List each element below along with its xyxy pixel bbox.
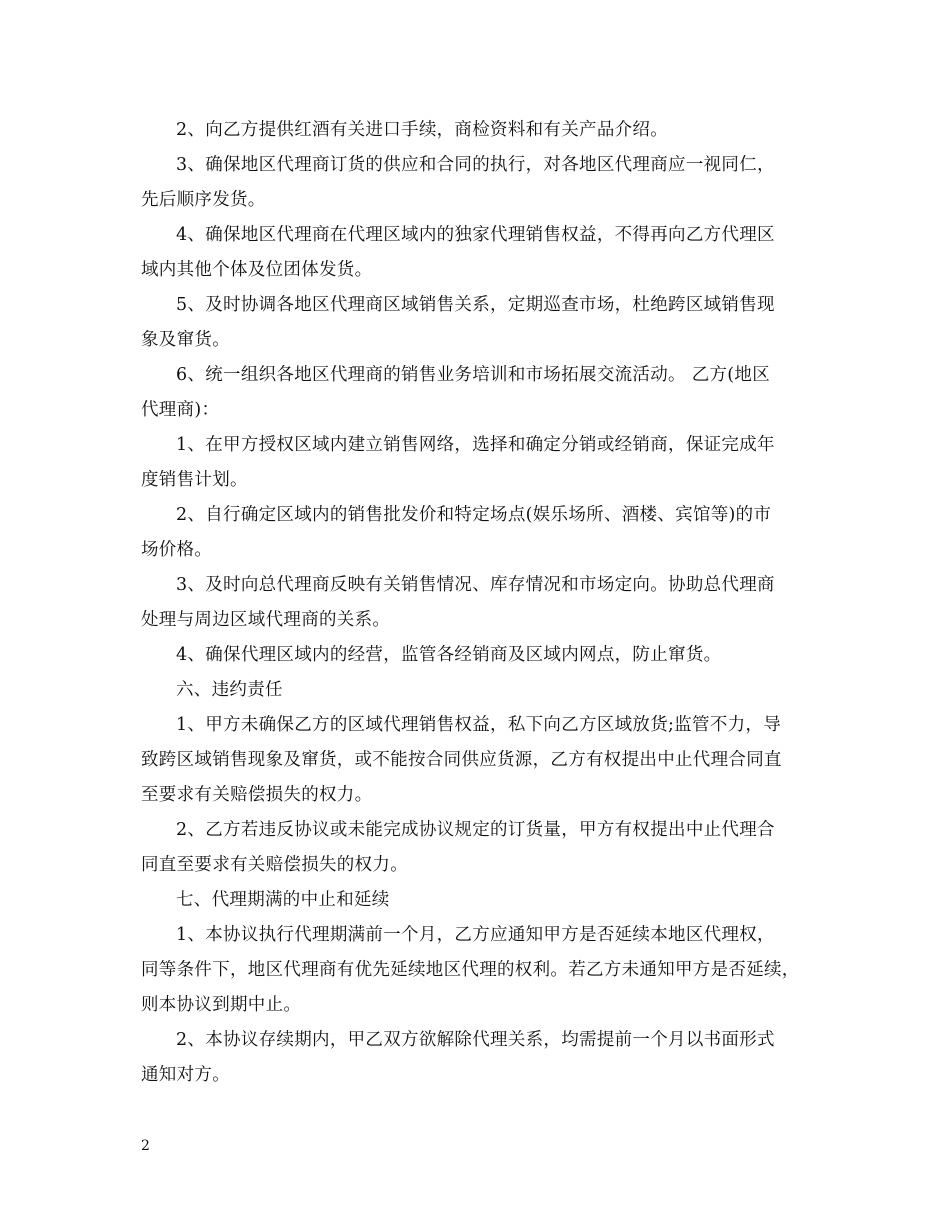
text-line: 代理商)： bbox=[141, 400, 220, 420]
text-line: 象及窜货。 bbox=[141, 330, 230, 350]
text-line: 2、向乙方提供红酒有关进口手续，商检资料和有关产品介绍。 bbox=[176, 120, 669, 140]
text-line: 通知对方。 bbox=[141, 1065, 230, 1085]
text-line: 同等条件下，地区代理商有优先延续地区代理的权利。若乙方未通知甲方是否延续， bbox=[141, 960, 800, 980]
text-line: 同直至要求有关赔偿损失的权力。 bbox=[141, 855, 408, 875]
text-line: 度销售计划。 bbox=[141, 470, 248, 490]
text-line: 2、自行确定区域内的销售批发价和特定场点(娱乐场所、酒楼、宾馆等)的市 bbox=[176, 505, 772, 525]
text-line: 5、及时协调各地区代理商区域销售关系，定期巡查市场，杜绝跨区域销售现 bbox=[176, 295, 775, 315]
text-line: 则本协议到期中止。 bbox=[141, 995, 302, 1015]
text-line: 致跨区域销售现象及窜货，或不能按合同供应货源，乙方有权提出中止代理合同直 bbox=[141, 750, 782, 770]
text-line: 4、确保地区代理商在代理区域内的独家代理销售权益，不得再向乙方代理区 bbox=[176, 225, 775, 245]
text-line: 先后顺序发货。 bbox=[141, 190, 266, 210]
text-line: 场价格。 bbox=[141, 540, 213, 560]
text-line: 2、本协议存续期内，甲乙双方欲解除代理关系，均需提前一个月以书面形式 bbox=[176, 1030, 775, 1050]
section-heading: 六、违约责任 bbox=[176, 680, 283, 700]
section-heading: 七、代理期满的中止和延续 bbox=[176, 890, 390, 910]
page-number: 2 bbox=[141, 1138, 150, 1154]
text-line: 1、本协议执行代理期满前一个月，乙方应通知甲方是否延续本地区代理权， bbox=[176, 925, 775, 945]
text-line: 4、确保代理区域内的经营，监管各经销商及区域内网点，防止窜货。 bbox=[176, 645, 722, 665]
text-line: 3、确保地区代理商订货的供应和合同的执行，对各地区代理商应一视同仁， bbox=[176, 155, 775, 175]
text-line: 处理与周边区域代理商的关系。 bbox=[141, 610, 391, 630]
text-line: 6、统一组织各地区代理商的销售业务培训和市场拓展交流活动。 乙方(地区 bbox=[176, 365, 771, 385]
text-line: 3、及时向总代理商反映有关销售情况、库存情况和市场定向。协助总代理商 bbox=[176, 575, 775, 595]
text-line: 1、在甲方授权区域内建立销售网络，选择和确定分销或经销商，保证完成年 bbox=[176, 435, 775, 455]
text-line: 2、乙方若违反协议或未能完成协议规定的订货量，甲方有权提出中止代理合 bbox=[176, 820, 775, 840]
text-line: 至要求有关赔偿损失的权力。 bbox=[141, 785, 373, 805]
text-line: 1、甲方未确保乙方的区域代理销售权益，私下向乙方区域放货;监管不力，导 bbox=[176, 715, 782, 735]
text-line: 域内其他个体及位团体发货。 bbox=[141, 260, 373, 280]
